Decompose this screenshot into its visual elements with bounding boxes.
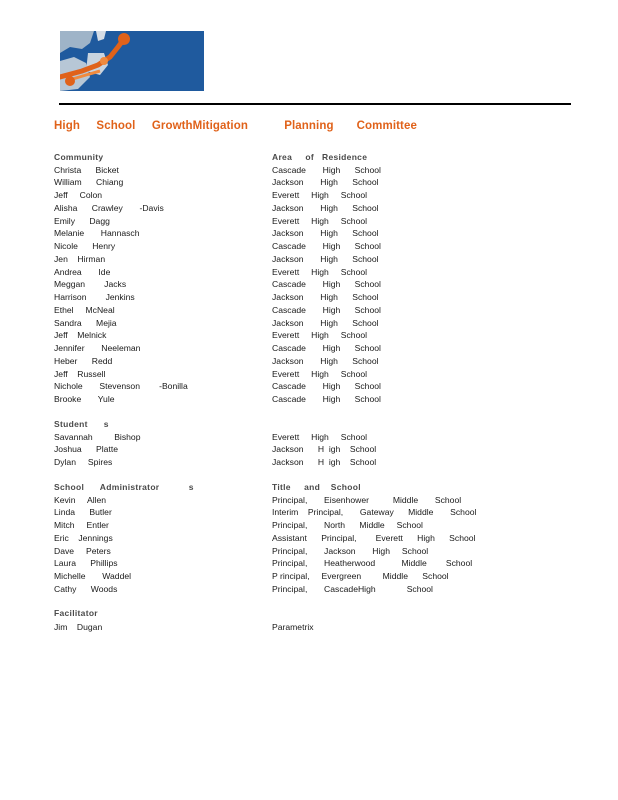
- community-member-row: [0, 254, 618, 266]
- member-name: Dylan Spires: [54, 457, 113, 467]
- member-name: Ethel McNeal: [54, 304, 115, 315]
- administrators-member-row: [0, 507, 618, 519]
- member-name: Nicole Henry: [54, 241, 116, 251]
- community-member-row: [0, 203, 618, 215]
- administrators-member-row: [0, 495, 618, 507]
- administrators-column-heading: Title and School: [272, 482, 361, 492]
- community-member-row: [0, 318, 618, 330]
- member-name: Michelle Waddel: [54, 571, 132, 581]
- member-affiliation: Cascade High School: [272, 279, 381, 290]
- community-heading: Community: [54, 152, 104, 162]
- community-member-row: [0, 343, 618, 355]
- member-name: Nichole Stevenson -Bonilla: [54, 381, 188, 392]
- member-affiliation: Jackson High School: [272, 228, 379, 239]
- member-affiliation: Interim Principal, Gateway Middle School: [272, 507, 477, 518]
- community-member-row: [0, 190, 618, 202]
- community-member-row: [0, 394, 618, 406]
- administrators-heading: School Administrator s: [54, 482, 194, 492]
- organization-logo: [60, 31, 204, 91]
- member-name: Jeff Colon: [54, 190, 103, 200]
- member-affiliation: Everett High School: [272, 431, 368, 442]
- header-rule: [59, 103, 571, 105]
- facilitator-heading: Facilitator: [54, 608, 98, 618]
- member-affiliation: Principal, Jackson High School: [272, 545, 429, 556]
- community-member-row: [0, 356, 618, 368]
- community-member-row: [0, 381, 618, 393]
- member-affiliation: Jackson High School: [272, 177, 379, 188]
- community-member-row: [0, 228, 618, 240]
- member-name: Laura Phillips: [54, 558, 118, 569]
- member-affiliation: Principal, CascadeHigh School: [272, 583, 433, 594]
- community-member-row: [0, 292, 618, 304]
- member-name: Jeff Russell: [54, 368, 106, 379]
- facilitator-member-row: [0, 622, 618, 634]
- administrators-member-row: [0, 584, 618, 596]
- member-name: Jen Hirman: [54, 253, 106, 264]
- community-member-row: [0, 267, 618, 279]
- member-name: Brooke Yule: [54, 394, 115, 404]
- students-member-row: [0, 432, 618, 444]
- administrators-member-row: [0, 520, 618, 532]
- community-member-row: [0, 165, 618, 177]
- member-affiliation: Principal, Eisenhower Middle School: [272, 494, 462, 505]
- member-affiliation: Cascade High School: [272, 343, 381, 353]
- community-member-row: [0, 330, 618, 342]
- member-affiliation: Cascade High School: [272, 241, 381, 251]
- community-column-heading: Area of Residence: [272, 152, 368, 162]
- member-name: Meggan Jacks: [54, 279, 127, 290]
- member-name: Savannah Bishop: [54, 431, 141, 442]
- member-name: Harrison Jenkins: [54, 292, 135, 302]
- member-name: Christa Bicket: [54, 164, 119, 175]
- member-affiliation: Principal, North Middle School: [272, 520, 423, 530]
- member-affiliation: Everett High School: [272, 215, 368, 226]
- community-member-row: [0, 305, 618, 317]
- member-name: Heber Redd: [54, 355, 113, 366]
- member-name: Kevin Allen: [54, 494, 107, 505]
- member-affiliation: Jackson High School: [272, 355, 379, 366]
- member-affiliation: Parametrix: [272, 621, 314, 632]
- member-affiliation: Assistant Principal, Everett High School: [272, 532, 476, 543]
- member-affiliation: Jackson High School: [272, 253, 379, 264]
- member-name: Jim Dugan: [54, 621, 103, 632]
- member-name: William Chiang: [54, 177, 124, 188]
- member-name: Andrea Ide: [54, 266, 111, 277]
- member-affiliation: Jackson High School: [272, 292, 379, 302]
- member-affiliation: P rincipal, Evergreen Middle School: [272, 571, 449, 581]
- administrators-member-row: [0, 558, 618, 570]
- community-member-row: [0, 216, 618, 228]
- community-member-row: [0, 369, 618, 381]
- member-affiliation: Cascade High School: [272, 394, 381, 404]
- member-name: Alisha Crawley -Davis: [54, 202, 164, 213]
- member-affiliation: Everett High School: [272, 330, 368, 341]
- member-affiliation: Everett High School: [272, 368, 368, 379]
- member-name: Melanie Hannasch: [54, 228, 140, 239]
- students-member-row: [0, 457, 618, 469]
- member-affiliation: Jackson H igh School: [272, 444, 377, 455]
- administrators-member-row: [0, 546, 618, 558]
- community-member-row: [0, 279, 618, 291]
- member-affiliation: Cascade High School: [272, 304, 381, 315]
- member-name: Cathy Woods: [54, 583, 118, 594]
- member-affiliation: Everett High School: [272, 190, 368, 200]
- member-name: Eric Jennings: [54, 532, 113, 543]
- member-affiliation: Jackson H igh School: [272, 457, 377, 467]
- community-member-row: [0, 241, 618, 253]
- member-affiliation: Jackson High School: [272, 202, 379, 213]
- member-name: Jennifer Neeleman: [54, 343, 141, 353]
- administrators-member-row: [0, 571, 618, 583]
- member-name: Sandra Mejia: [54, 317, 117, 328]
- member-affiliation: Everett High School: [272, 266, 368, 277]
- member-affiliation: Cascade High School: [272, 381, 381, 392]
- member-name: Jeff Melnick: [54, 330, 107, 341]
- member-name: Mitch Entler: [54, 520, 109, 530]
- member-affiliation: Principal, Heatherwood Middle School: [272, 558, 473, 569]
- member-name: Linda Butler: [54, 507, 112, 518]
- community-member-row: [0, 177, 618, 189]
- students-member-row: [0, 444, 618, 456]
- document-title: High School GrowthMitigation Planning Committee: [54, 120, 417, 132]
- member-affiliation: Jackson High School: [272, 317, 379, 328]
- member-name: Joshua Platte: [54, 444, 119, 455]
- member-affiliation: Cascade High School: [272, 164, 381, 175]
- member-name: Emily Dagg: [54, 215, 110, 226]
- students-heading: Student s: [54, 419, 109, 429]
- member-name: Dave Peters: [54, 545, 111, 556]
- administrators-member-row: [0, 533, 618, 545]
